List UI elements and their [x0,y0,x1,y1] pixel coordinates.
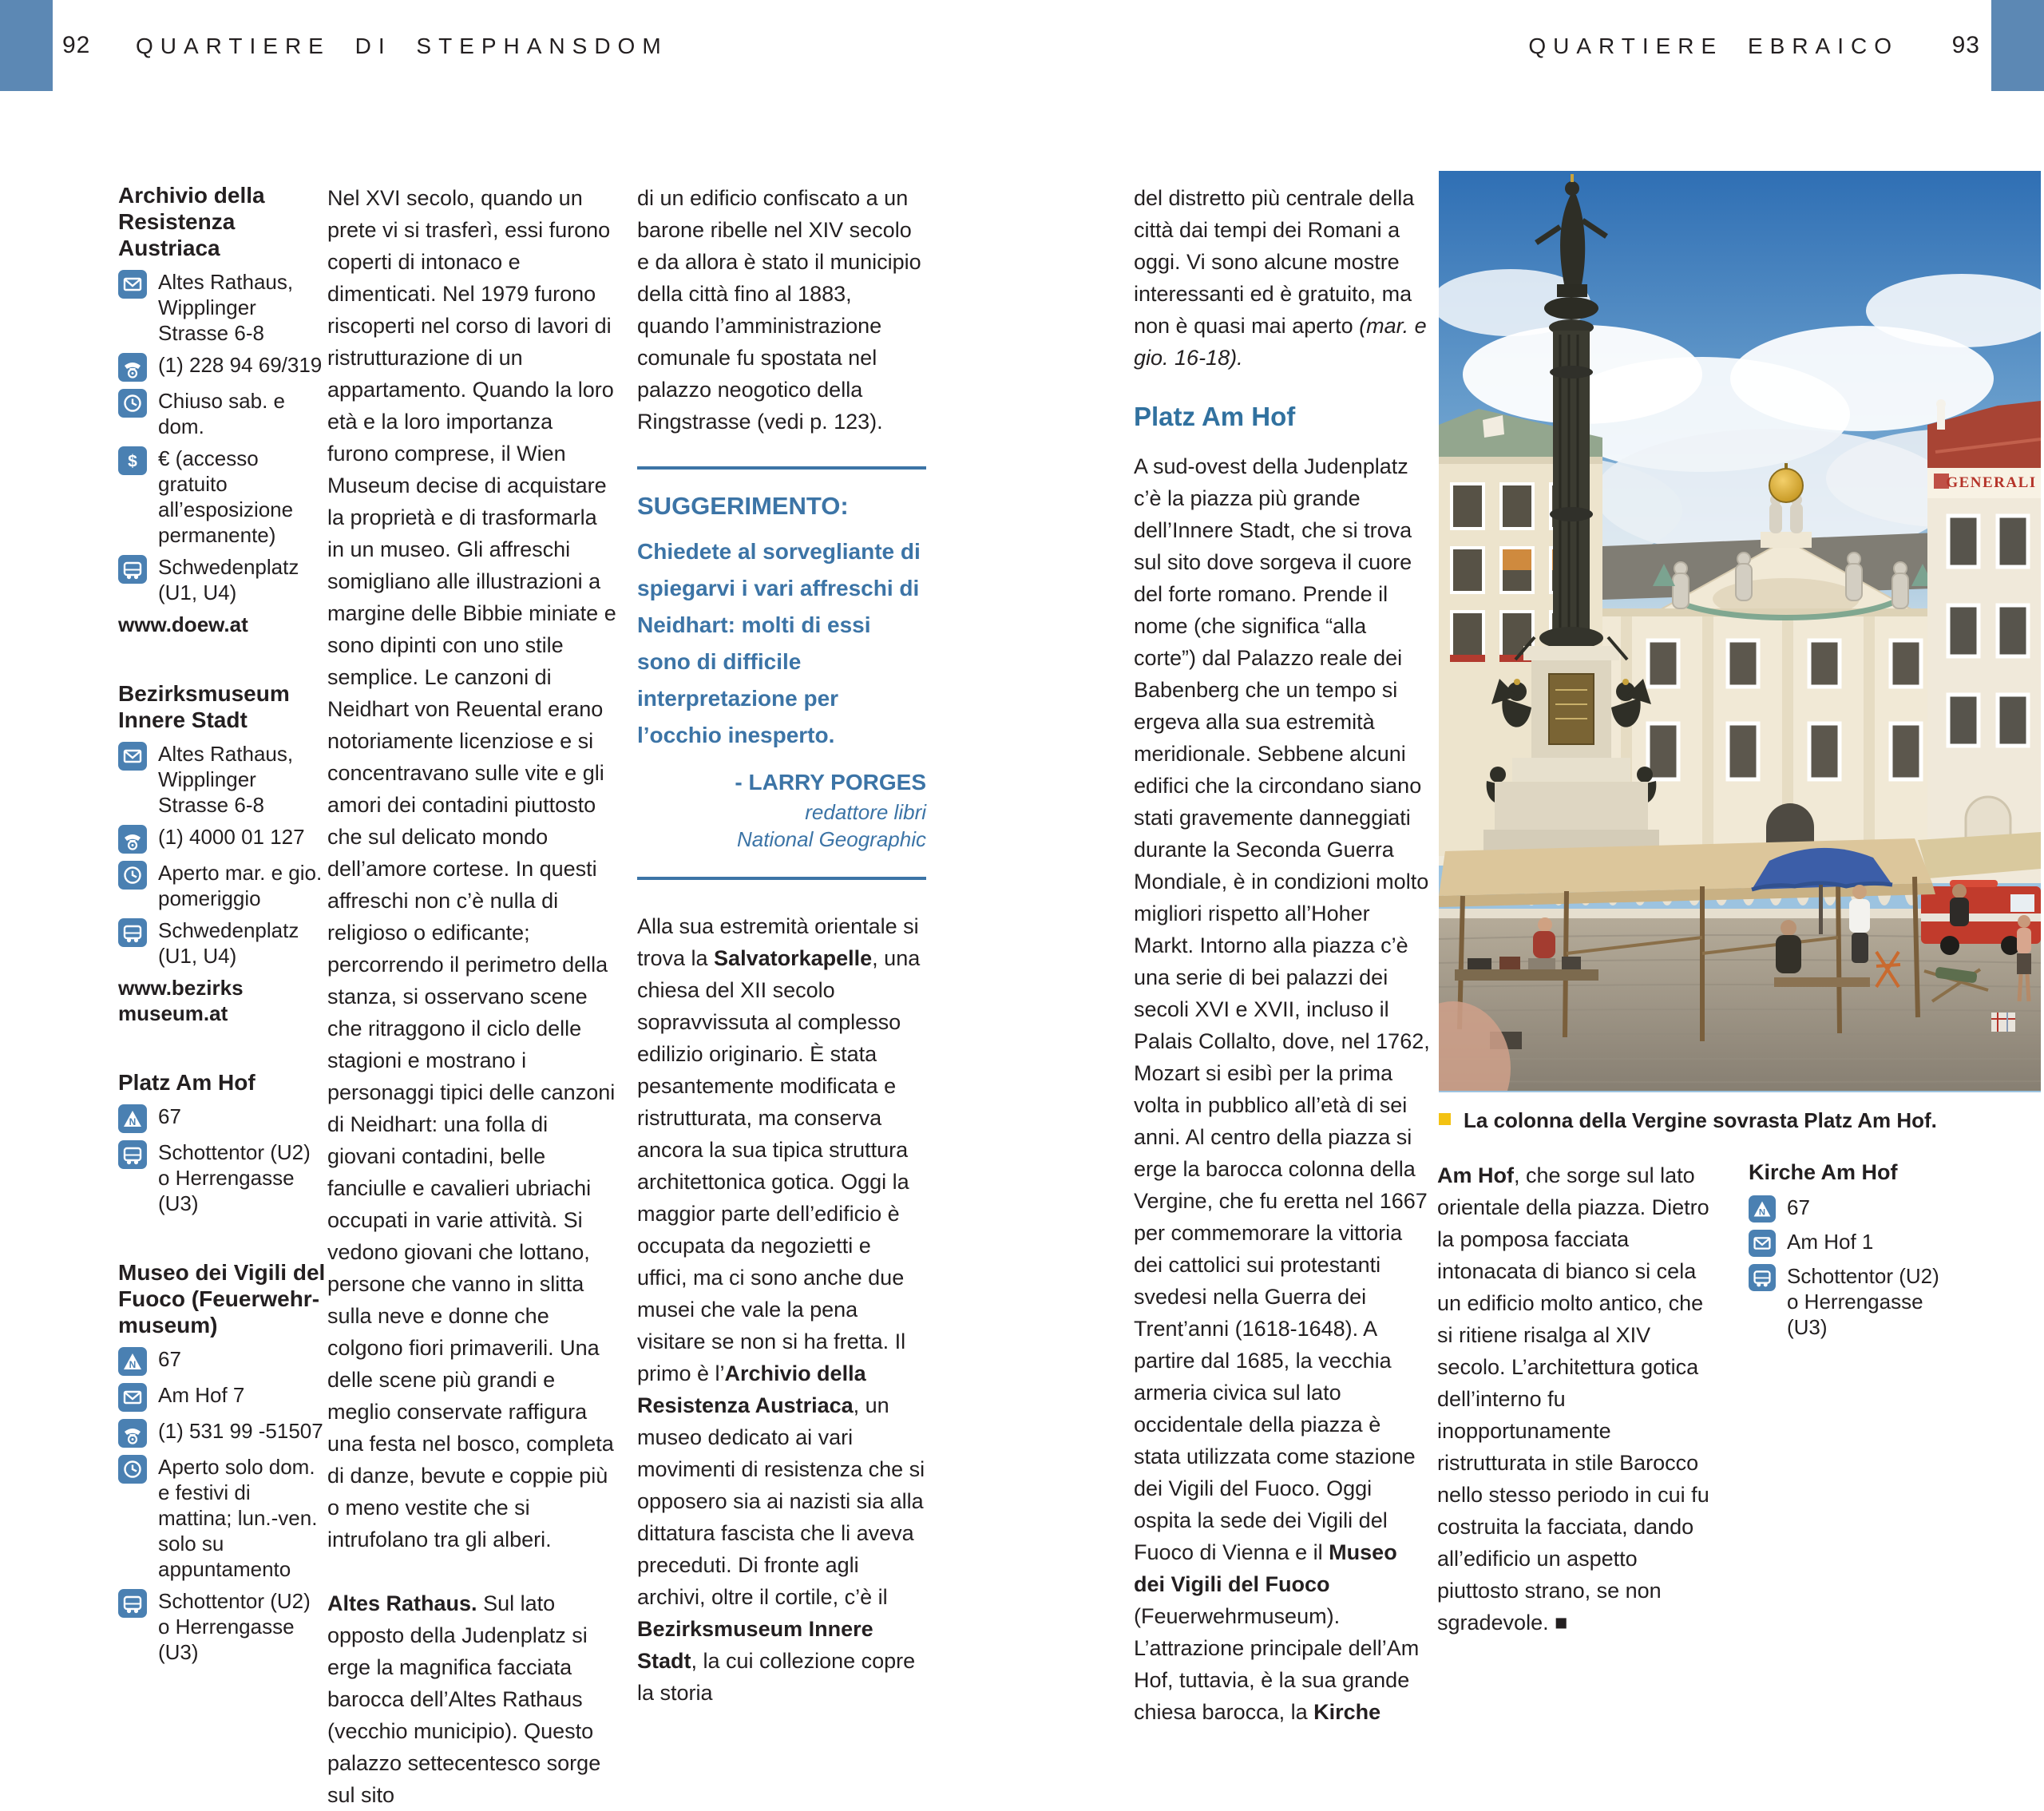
tip-author-org: National Geographic [736,827,926,851]
listing-row-text: Aperto mar. e gio. pomeriggio [158,861,323,910]
transit-icon [118,1140,147,1169]
svg-text:N: N [129,1359,137,1370]
listing-row [118,269,331,346]
page-number-right: 93 [1951,32,1980,58]
listing-title: Museo dei Vigili del Fuoco (Feuerwehr-museum) [118,1260,326,1337]
listing-row-text: (1) 531 99 -51507 [158,1419,323,1443]
photo-platz-am-hof [1439,171,2041,1092]
listing-row-text: Am Hof 7 [158,1383,245,1407]
hours-icon [118,861,147,890]
listing-row-text: Altes Rathaus, Wipplinger Strasse 6-8 [158,742,294,817]
map-ref-icon [118,1104,147,1133]
listing-row [118,741,331,818]
listing-row [1749,1263,1953,1340]
price-icon [118,446,147,475]
address-icon [118,1383,147,1412]
listing-row-text: 67 [158,1104,181,1128]
listing-row [1749,1229,1953,1257]
paragraph: di un edificio confiscato a un barone ribelle nel XIV secolo e da allora è stato il municipio della città fino al 1883, quando l’amministrazione comunale fu spostata nel palazzo neogotico della Ringstrasse (vedi p. 123). [637,186,921,434]
listing-url-line: www.bezirks [118,976,244,1000]
article-column-am-hof [1437,1159,1718,1639]
transit-icon [118,918,147,947]
header-bar-right [1991,0,2044,91]
infobox-kirche-am-hof [1749,1159,1953,1346]
listing-row-text: Am Hof 1 [1787,1230,1874,1254]
article-column-1 [327,182,616,1811]
tip-text: Chiedete al sorvegliante di spiegarvi i vari affreschi di Neidhart: molti di essi sono di difficile interpretazione per l’occhio inesperto. [637,539,921,747]
paragraph: Altes Rathaus. Sul lato opposto della Judenplatz si erge la magnifica facciata barocca dell’Altes Rathaus (vecchio municipio). Questo palazzo settecentesco sorge sul sito [327,1591,601,1807]
hours-icon [118,389,147,418]
listing-row [118,1382,331,1412]
listing-row-text: (1) 228 94 69/319 [158,353,323,377]
paragraph: Alla sua estremità orientale si trova la Salvatorkapelle, una chiesa del XII secolo sopravvissuta al complesso edilizio originario. È stata pesantemente modificata e ristrutturata, ma conserva ancora la sua tipica struttura architettonica gotica. Oggi la maggior parte dell’edificio è occupata da negozietti e uffici, ma ci sono anche due musei che vale la pena visitare se non si ha fretta. Il primo è l’Archivio della Resistenza Austriaca, un museo dedicato ai vari movimenti di resistenza che si opposero sia ai nazisti sia alla dittatura fascista che li aveva preceduti. Di fronte agli archivi, oltre il cortile, c’è il Bezirksmuseum Innere Stadt, la cui collezione copre la storia [637,914,925,1705]
listing-row [118,1588,331,1665]
page-title-left: QUARTIERE DI STEPHANSDOM [136,34,668,58]
map-ref-icon [118,1347,147,1376]
phone-icon [118,353,147,382]
tip-label: SUGGERIMENTO: [637,492,849,520]
transit-icon [118,1589,147,1618]
photo-caption [1439,1107,2038,1134]
transit-icon [118,555,147,584]
listing-row-text: € (accesso gratuito all’esposizione permanente) [158,446,294,547]
generali-sign: GENERALI [1946,474,2037,491]
listing-row [118,1104,331,1133]
phone-icon [118,1419,147,1448]
listing-row [118,1346,331,1376]
listing-archivio-resistenza [118,182,331,637]
header-bar-left [0,0,53,91]
infobox-title: Kirche Am Hof [1749,1160,1898,1184]
listing-row [118,824,331,854]
listing-row-text: 67 [1787,1195,1810,1219]
photo-illustration [1439,171,2041,1091]
listing-title: Platz Am Hof [118,1070,256,1095]
listing-row-text: Schwedenplatz (U1, U4) [158,555,299,604]
map-ref-icon [1749,1195,1776,1223]
listing-row-text: Schottentor (U2) o Herrengasse (U3) [1787,1264,1939,1339]
address-icon [118,742,147,771]
paragraph: Am Hof, che sorge sul lato orientale della piazza. Dietro la pomposa facciata intonacata di bianco si cela un edificio molto antico, che si ritiene risalga al XIV secolo. L’architettura gotica dell’interno fu inopportunamente ristrutturata in stile Barocco nello stesso periodo in cui fu costruita la facciata, dando all’edificio un aspetto piuttosto strano, se non sgradevole. ■ [1437,1163,1709,1635]
listing-platz-am-hof [118,1069,331,1216]
phone-icon [118,825,147,854]
tip-author-role: redattore libri [805,800,926,824]
listing-title: Archivio della Resistenza Austriaca [118,183,265,260]
listing-row [118,446,331,548]
listing-title: Bezirksmuseum Innere Stadt [118,681,290,732]
listing-museo-vigili-fuoco [118,1259,331,1665]
article-column-3 [1134,182,1431,1728]
listing-row [118,917,331,969]
paragraph: del distretto più centrale della città dai tempi dei Romani a oggi. Vi sono alcune mostre interessanti ed è gratuito, ma non è quasi mai aperto (mar. e gio. 16-18). [1134,186,1427,370]
section-heading-platz-am-hof: Platz Am Hof [1134,402,1296,431]
caption-bullet-icon [1439,1113,1451,1125]
address-icon [1749,1230,1776,1257]
listing-row [118,388,331,439]
hours-icon [118,1455,147,1484]
listing-row-text: Schwedenplatz (U1, U4) [158,918,299,968]
listing-url[interactable]: www.doew.at [118,612,248,636]
page-title-right: QUARTIERE EBRAICO [1528,34,1899,58]
tip-author: - LARRY PORGES [735,770,926,795]
listing-row [118,352,331,382]
caption-text: La colonna della Vergine sovrasta Platz Am Hof. [1464,1108,1937,1132]
listing-row-text: Chiuso sab. e dom. [158,389,285,438]
svg-text:N: N [1758,1207,1766,1218]
listing-row-text: Aperto solo dom. e festivi di mattina; lun.-ven. solo su appuntamento [158,1455,318,1581]
listing-row-text: Schottentor (U2) o Herrengasse (U3) [158,1140,311,1215]
listing-row-text: 67 [158,1347,181,1371]
listing-row [118,554,331,605]
svg-text:$: $ [128,452,137,471]
listing-bezirksmuseum [118,680,331,1026]
tip-callout [637,466,926,880]
listing-row-text: Altes Rathaus, Wipplinger Strasse 6-8 [158,270,294,345]
paragraph: Nel XVI secolo, quando un prete vi si trasferì, essi furono coperti di intonaco e dimenticati. Nel 1979 furono riscoperti nel corso di lavori di ristrutturazione di un appartamento. Quando la loro età e la loro importanza furono comprese, il Wien Museum decise di acquistare la proprietà e di trasformarla in un museo. Gli affreschi somigliano alle illustrazioni a margine delle Bibbie miniate e sono dipinti con uno stile semplice. Le canzoni di Neidhart von Reuental erano notoriamente licenziose e si concentravano sulle vite e gli amori dei contadini piuttosto che sul delicato mondo dell’amore cortese. In questi affreschi non c’è nulla di religioso o edificante; percorrendo il perimetro della stanza, si osservano scene che ritraggono il ciclo delle stagioni e mostrano i personaggi tipici delle canzoni di Neidhart: una folla di giovani contadini, belle fanciulle e cavalieri ubriachi occupati in varie attività. Si vedono giovani che lottano, persone che vanno in slitta sulla neve e donne che colgono fiori primaverili. Una delle scene più grandi e meglio conservate raffigura una festa nel bosco, completa di danze, bevute e coppie più o meno vestite che si intrufolano tra gli alberi. [327,186,616,1551]
listing-row [118,1454,331,1582]
listing-row [118,1418,331,1448]
listing-row [118,1139,331,1216]
listing-row [1749,1195,1953,1223]
page-number-left: 92 [62,32,91,58]
listing-row-text: (1) 4000 01 127 [158,825,305,849]
listing-url-line: museum.at [118,1001,228,1025]
listing-row-text: Schottentor (U2) o Herrengasse (U3) [158,1589,311,1664]
article-column-2 [637,182,926,1709]
listing-url[interactable] [118,975,331,1026]
address-icon [118,270,147,299]
svg-text:N: N [129,1116,137,1127]
transit-icon [1749,1264,1776,1291]
sidebar-listings [118,182,331,1708]
listing-row [118,860,331,911]
paragraph: A sud-ovest della Judenplatz c’è la piazza più grande dell’Innere Stadt, che si trova sul sito dove sorgeva il cuore del forte romano. Prende il nome (che significa “alla corte”) dal Palazzo reale dei Babenberg che un tempo si ergeva alla sua estremità meridionale. Sebbene alcuni edifici che la circondano siano stati gravemente danneggiati durante la Seconda Guerra Mondiale, è in condizioni molto migliori rispetto all’Hoher Markt. Intorno alla piazza c’è una serie di bei palazzi dei secoli XVI e XVII, incluso il Palais Collalto, dove, nel 1762, Mozart si esibì per la prima volta in pubblico all’età di sei anni. Al centro della piazza si erge la barocca colonna della Vergine, che fu eretta nel 1667 per commemorare la vittoria dei cattolici sui protestanti svedesi nella Guerra dei Trent’anni (1618-1648). A partire dal 1685, la vecchia armeria civica sul lato occidentale della piazza è stata utilizzata come stazione dei Vigili del Fuoco. Oggi ospita la sede dei Vigili del Fuoco di Vienna e il Museo dei Vigili del Fuoco (Feuerwehrmuseum). L’attrazione principale dell’Am Hof, tuttavia, è la sua grande chiesa barocca, la Kirche [1134,454,1430,1724]
